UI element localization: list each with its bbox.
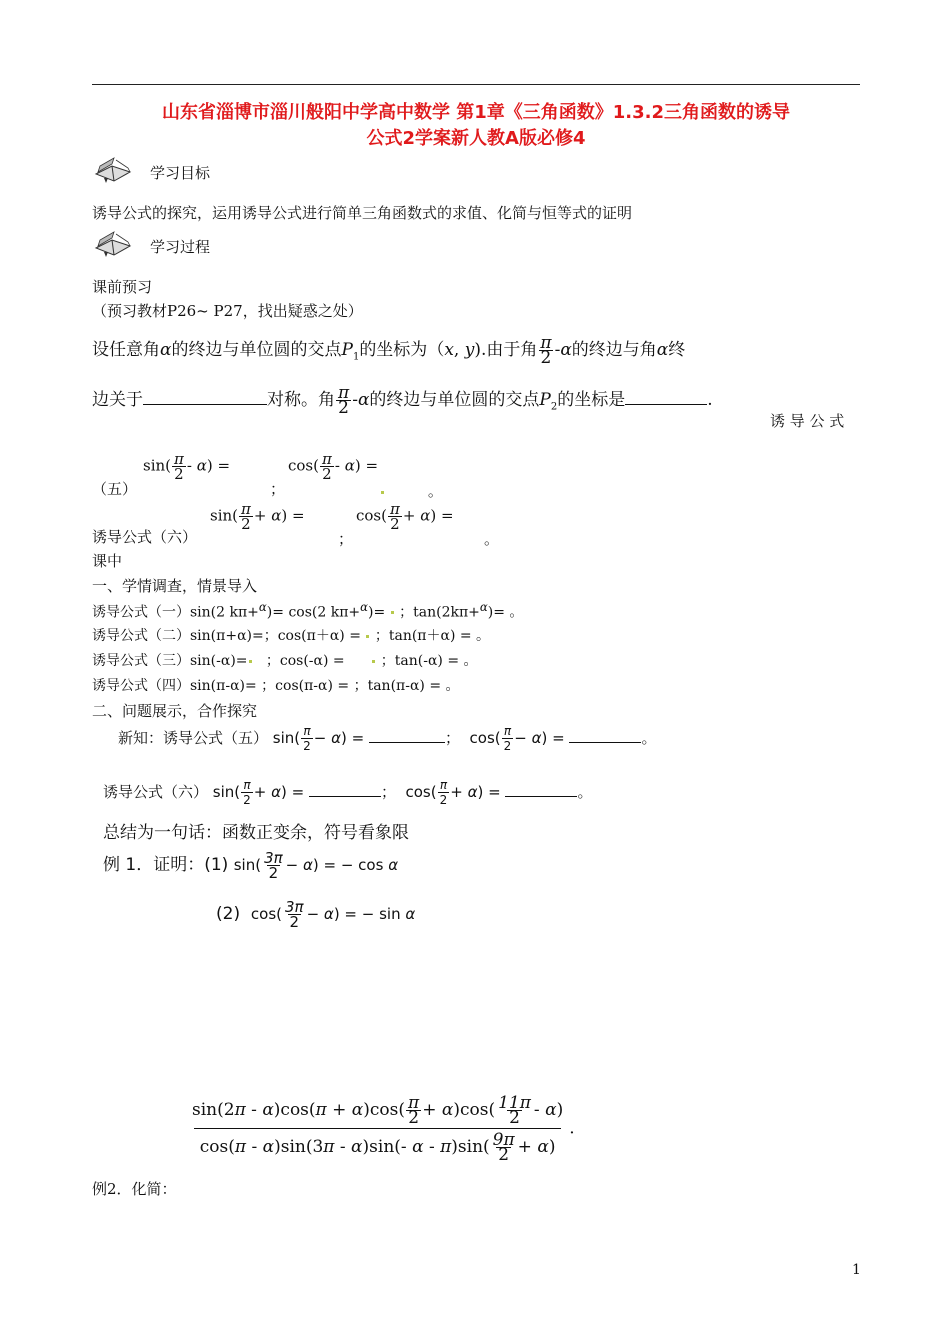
preview-note: （预习教材P26~ P27，找出疑惑之处） — [92, 302, 363, 320]
formula3-line: 诱导公式（三）sin(-α)= ；cos(-α) = ；tan(-α) = 。 — [92, 653, 478, 669]
doc-title-line2: 公式2学案新人教A版必修4 — [366, 128, 586, 149]
preview-line1: 设任意角α的终边与单位圆的交点$P_1$的坐标为（x, y).由于角 $\frac{\pi}{2}$ -α的终边与角α终 — [92, 333, 686, 368]
class-part1: 一、学情调查，情景导入 — [92, 577, 258, 595]
formula6-sin: sin( $\frac{\pi}{2}$ + α) = — [210, 500, 305, 533]
formula6-end: 。 — [484, 530, 500, 548]
formula6-sep: ； — [338, 530, 354, 548]
formula5-sin: sin( $\frac{\pi}{2}$ - α) = — [143, 450, 231, 483]
formula6-label: 诱导公式（六） — [92, 528, 198, 546]
formula4-line: 诱导公式（四）sin(π-α)= ；cos(π-α) = ；tan(π-α) = 。 — [92, 678, 460, 694]
formula5-label: （五） — [92, 480, 138, 498]
formula1-line: 诱导公式（一）sin(2 kπ+$^\alpha$)= cos(2 kπ+$^\alpha$)= ；tan(2kπ+$^\alpha$)= 。 — [92, 600, 524, 621]
class-part2: 二、问题展示，合作探究 — [92, 702, 258, 720]
formula5-sep: ； — [270, 480, 286, 498]
example1: 例 1．证明：(1) sin( $\frac{3\pi}{2}$ − α) = − cos α — [103, 849, 399, 882]
example2-label: 例2．化简： — [92, 1180, 177, 1198]
doc-title-line1: 山东省淄博市淄川般阳中学高中数学 第1章《三角函数》1.3.2三角函数的诱导 — [161, 102, 791, 123]
preview-line2: 边关于 对称。角 $\frac{\pi}{2}$ -α的终边与单位圆的交点$P_2$的坐标是 . — [92, 383, 713, 418]
formula5-end: 。 — [380, 480, 443, 501]
example1-part2: (2) cos( $\frac{3\pi}{2}$ − α) = − sin α — [216, 898, 416, 931]
book-icon — [92, 154, 134, 184]
section-heading-process: 学习过程 — [150, 238, 211, 256]
preview-heading: 课前预习 — [92, 278, 153, 296]
formula2-line: 诱导公式（二）sin(π+α)=；cos(π＋α) = ；tan(π＋α) = 。 — [92, 628, 491, 644]
book-icon — [92, 228, 134, 258]
formula5-cos: cos( $\frac{\pi}{2}$ - α) = — [288, 450, 379, 483]
new-formula5: 新知：诱导公式（五） sin( $\frac{\pi}{2}$ − α) = ； cos( $\frac{\pi}{2}$ − α) = 。 — [118, 724, 657, 753]
formula-label-right: 诱 导 公 式 — [770, 412, 845, 430]
goals-text: 诱导公式的探究，运用诱导公式进行简单三角函数式的求值、化简与恒等式的证明 — [92, 204, 633, 222]
new-formula6: 诱导公式（六） sin( $\frac{\pi}{2}$ + α) = ； cos( $\frac{\pi}{2}$ + α) = 。 — [103, 778, 593, 807]
summary: 总结为一句话：函数正变余，符号看象限 — [103, 823, 409, 843]
page-number: 1 — [852, 1262, 861, 1278]
section-heading-goals: 学习目标 — [150, 164, 211, 182]
class-heading: 课中 — [92, 552, 123, 570]
formula6-cos: cos( $\frac{\pi}{2}$ + α) = — [356, 500, 454, 533]
example2-expression: sin(2π - α)cos(π + α)cos( $\frac{\pi}{2}$ + α)cos( $\frac{11\pi}{2}$ - α) cos(π - α)sin(3π - α)sin(- α - π)sin( $\frac{9\pi}{2}$ + α) . — [192, 1093, 575, 1165]
header-rule — [92, 84, 860, 85]
